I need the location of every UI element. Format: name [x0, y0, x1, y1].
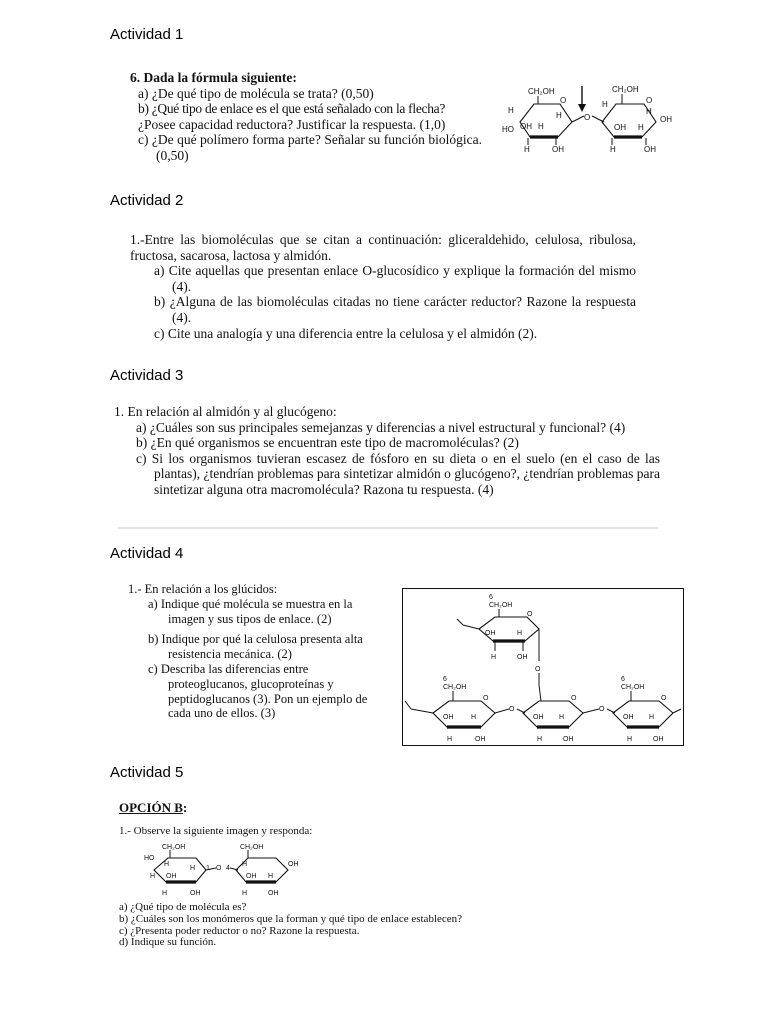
oh-label: OH	[485, 630, 496, 637]
question-line: d) Indique su función.	[119, 936, 217, 949]
question-line: b) Indique por qué la celulosa presenta alta resistencia mecánica. (2)	[148, 632, 363, 662]
disaccharide-formula-1	[498, 82, 708, 162]
activity-1-heading: Actividad 1	[110, 26, 184, 43]
ch2oh-label: CH₂OH	[443, 684, 467, 691]
question-line: b) ¿En qué organismos se encuentran este tipo de macromoléculas? (2)	[136, 435, 519, 451]
oh-label: OH	[246, 873, 257, 880]
activity-5-question	[119, 902, 462, 949]
ring-oxygen-label: O	[571, 695, 577, 702]
ring-oxygen-label: O	[661, 695, 667, 702]
oh-label: OH	[644, 145, 656, 154]
h-label: H	[559, 714, 565, 721]
h-label: H	[538, 122, 544, 131]
question-line: c) Si los organismos tuvieran escasez de fósforo en su dieta o en el suelo (en el caso de las plantas), ¿tendrían problemas para sintetizar almidón o glucógeno?, ¿tendrían problemas para sintetizar alguna otra macromolécula? Razona tu respuesta. (4)	[136, 450, 660, 497]
divider	[118, 527, 658, 529]
ch2oh-label: CH₂OH	[162, 844, 186, 851]
ho-label: HO	[502, 125, 514, 134]
oh-label: OH	[190, 890, 201, 897]
question-line: a) Indique qué molécula se muestra en la imagen y sus tipos de enlace. (2)	[148, 596, 353, 626]
h-label: H	[638, 123, 644, 132]
h-label: H	[602, 100, 608, 109]
ring-oxygen-label: O	[560, 96, 567, 105]
h-label: H	[190, 865, 196, 872]
question-line: b) ¿Alguna de las biomoléculas citadas no tiene carácter reductor? Razone la respuesta (4).	[154, 294, 636, 325]
h-label: H	[242, 861, 248, 868]
h-label: H	[537, 736, 543, 743]
activity-2-heading: Actividad 2	[110, 192, 184, 209]
activity-5-option	[119, 800, 187, 816]
glycosidic-oxygen-label: O	[584, 113, 591, 122]
ch2oh-label: CH₂OH	[489, 602, 513, 609]
carbon-number-label: 4	[226, 865, 230, 872]
polysaccharide-formula	[402, 588, 684, 746]
oh-label: OH	[552, 145, 564, 154]
ho-label: HO	[144, 855, 155, 862]
ring-oxygen-label: O	[527, 611, 533, 618]
oh-label: OH	[614, 123, 626, 132]
activity-1-question	[130, 70, 482, 164]
oh-label: OH	[475, 736, 486, 743]
question-line: 1.- En relación a los glúcidos:	[128, 582, 278, 596]
question-line: a) Cite aquellas que presentan enlace O-glucosídico y explique la formación del mismo (4).	[154, 263, 636, 294]
h-label: H	[242, 890, 248, 897]
h-label: H	[491, 654, 497, 661]
ch2oh-label: CH₂OH	[621, 684, 645, 691]
activity-5-heading: Actividad 5	[110, 764, 184, 781]
h-label: H	[524, 145, 530, 154]
carbon-number-label: 1	[206, 865, 210, 872]
oh-label: OH	[653, 736, 664, 743]
h-label: H	[610, 145, 616, 154]
question-line: a) ¿De qué tipo de molécula se trata? (0,50)	[138, 85, 374, 101]
oh-label: OH	[623, 714, 634, 721]
question-line: b) ¿Qué tipo de enlace es el que está señalado con la flecha?	[138, 101, 446, 117]
ch2oh-label: CH₂OH	[612, 85, 639, 94]
glycosidic-oxygen-label: O	[599, 706, 605, 713]
question-line: c) Describa las diferencias entre proteoglucanos, glucoproteínas y peptidoglucanos (3). Pon un ejemplo de cada uno de ellos. (3)	[148, 661, 368, 721]
question-line: c) ¿De qué polímero forma parte? Señalar su función biológica. (0,50)	[138, 132, 482, 163]
activity-4-question	[128, 582, 390, 721]
question-line: 1.-Entre las biomoléculas que se citan a continuación: gliceraldehido, celulosa, ribulosa, fructosa, sacarosa, lactosa y almidón.	[130, 232, 636, 263]
activity-3-question	[114, 404, 660, 498]
h-label: H	[447, 736, 453, 743]
h-label: H	[627, 736, 633, 743]
h-label: H	[162, 890, 168, 897]
question-line: 6. Dada la fórmula siguiente:	[130, 70, 297, 85]
activity-3-heading: Actividad 3	[110, 367, 184, 384]
activity-2-question	[130, 232, 636, 341]
h-label: H	[508, 106, 514, 115]
oh-label: OH	[520, 122, 532, 131]
ring-oxygen-label: O	[646, 96, 653, 105]
glycosidic-oxygen-label: O	[216, 865, 222, 872]
option-label: OPCIÓN B	[119, 800, 183, 815]
glycosidic-oxygen-label: O	[509, 706, 515, 713]
disaccharide-formula-2	[144, 840, 304, 900]
oh-label: OH	[517, 654, 528, 661]
question-line: 1. En relación al almidón y al glucógeno:	[114, 404, 337, 419]
oh-label: OH	[166, 873, 177, 880]
carbon-number-label: 6	[443, 676, 447, 683]
ch2oh-label: CH₂OH	[240, 844, 264, 851]
question-line: a) ¿Cuáles son sus principales semejanzas y diferencias a nivel estructural y funcional? (4)	[136, 419, 626, 435]
h-label: H	[646, 107, 652, 116]
activity-4-heading: Actividad 4	[110, 545, 184, 562]
ring-oxygen-label: O	[483, 695, 489, 702]
oh-label: OH	[443, 714, 454, 721]
h-label: H	[164, 861, 170, 868]
h-label: H	[649, 714, 655, 721]
question-line: b) ¿Cuáles son los monómeros que la forman y qué tipo de enlace establecen?	[119, 912, 463, 925]
oh-label: OH	[563, 736, 574, 743]
h-label: H	[517, 630, 523, 637]
glycosidic-oxygen-label: O	[535, 666, 541, 673]
oh-label: OH	[660, 115, 672, 124]
ch2oh-label: CH₂OH	[528, 87, 555, 96]
oh-label: OH	[533, 714, 544, 721]
question-line: ¿Posee capacidad reductora? Justificar la respuesta. (1,0)	[138, 116, 446, 132]
oh-label: OH	[268, 890, 279, 897]
h-label: H	[556, 111, 562, 120]
h-label: H	[471, 714, 477, 721]
option-colon: :	[182, 800, 188, 815]
activity-5-intro: 1.- Observe la siguiente imagen y responda:	[119, 825, 313, 837]
h-label: H	[268, 873, 274, 880]
question-line: c) ¿Presenta poder reductor o no? Razone la respuesta.	[119, 924, 360, 937]
oh-label: OH	[288, 861, 299, 868]
question-line: a) ¿Qué tipo de molécula es?	[119, 901, 247, 913]
h-label: H	[150, 873, 156, 880]
question-line: c) Cite una analogía y una diferencia entre la celulosa y el almidón (2).	[154, 325, 538, 341]
carbon-number-label: 6	[621, 676, 625, 683]
carbon-number-label: 6	[489, 594, 493, 601]
